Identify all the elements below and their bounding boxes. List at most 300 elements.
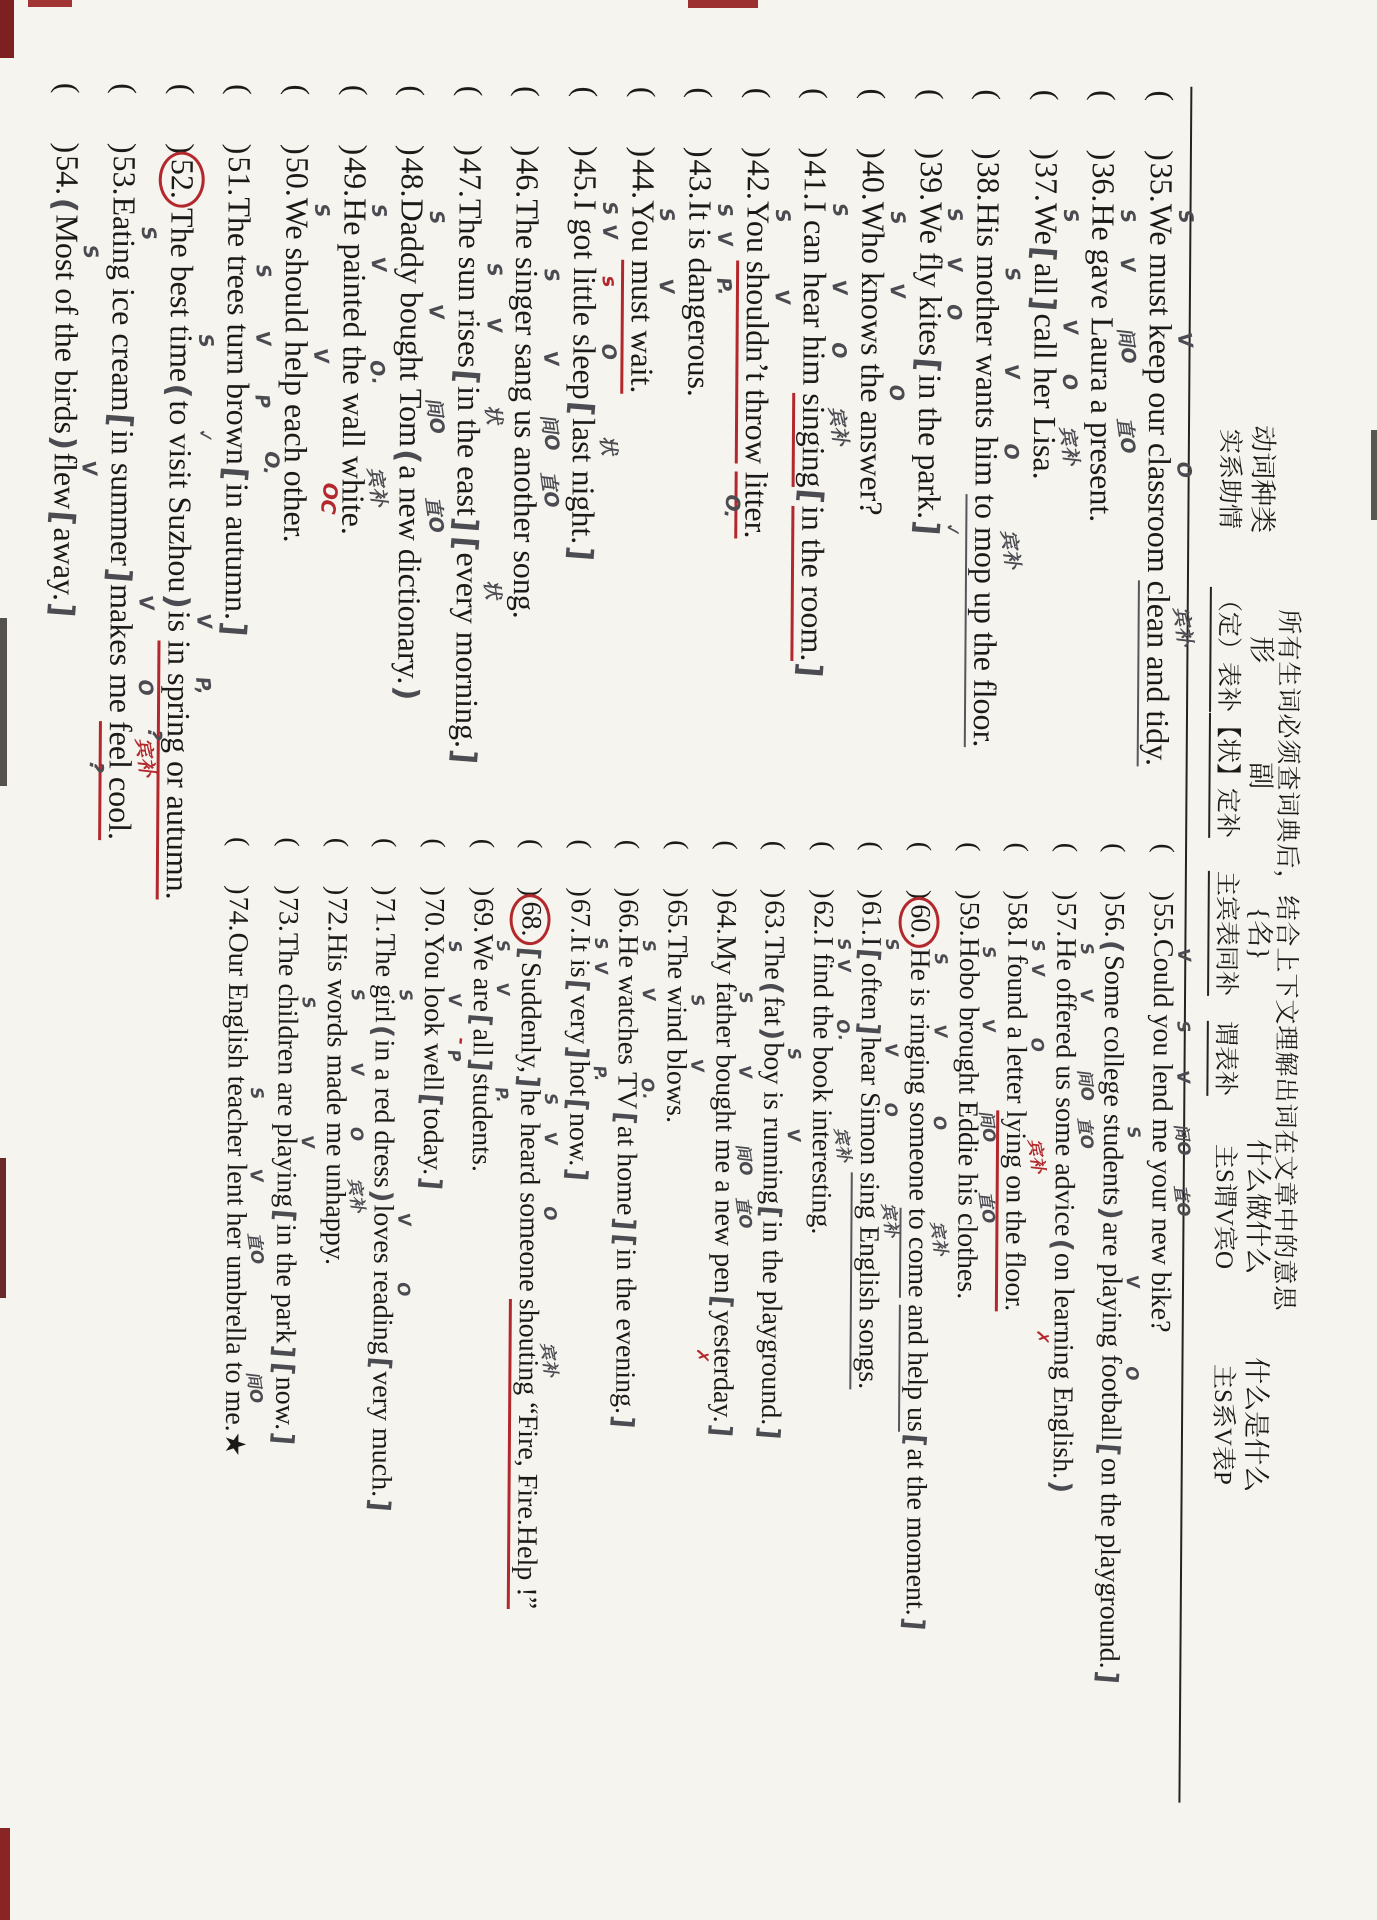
word: must wait. V xyxy=(620,260,661,394)
word: keep V xyxy=(1142,323,1198,385)
answer-parentheses: () xyxy=(1028,89,1066,162)
grammar-mark: V xyxy=(191,612,217,632)
sentence-row xyxy=(299,837,369,1680)
grammar-submark: ✗ xyxy=(1031,1328,1053,1346)
pencil-bracket: ) xyxy=(365,1188,398,1204)
word: him O xyxy=(968,436,1024,487)
header-group-bottom-label: 谓表补 xyxy=(1206,1021,1240,1096)
word: hear V xyxy=(854,1036,903,1086)
pencil-bracket: ] xyxy=(608,1216,641,1231)
word: in the park xyxy=(269,1223,302,1344)
word: in the east 状 xyxy=(450,386,506,517)
word: reading O xyxy=(367,1270,416,1355)
sentence-number: 63. xyxy=(758,900,790,936)
word: father S xyxy=(709,981,758,1048)
word: away. xyxy=(46,527,84,602)
word: Some college xyxy=(1097,955,1130,1114)
word: loves V xyxy=(367,1204,416,1264)
pencil-bracket: ] xyxy=(1091,1669,1124,1685)
grammar-mark: S xyxy=(827,201,853,220)
grammar-mark: S xyxy=(942,206,968,225)
header-group-bottom-label: （定）表补 xyxy=(1209,587,1243,712)
sentence-number: 56. xyxy=(1098,902,1131,938)
word: us 间O xyxy=(508,409,565,453)
word: someone O xyxy=(513,1192,562,1292)
grammar-mark: S xyxy=(597,199,623,218)
pencil-bracket: [ xyxy=(705,1294,737,1310)
sentence-row xyxy=(687,840,758,1682)
word: I S xyxy=(797,201,853,220)
grammar-mark: ✓ xyxy=(940,520,966,541)
grammar-mark: S xyxy=(783,1047,806,1063)
word: is V xyxy=(682,228,738,250)
word: gave V xyxy=(1085,248,1141,310)
sentence-number: 65. xyxy=(661,899,693,935)
word: call V xyxy=(1027,313,1083,360)
word xyxy=(160,632,197,640)
grammar-mark: O xyxy=(539,1205,562,1223)
pencil-bracket: ( xyxy=(159,382,197,400)
word: on the playground. xyxy=(1093,1457,1127,1669)
grammar-mark: V xyxy=(1027,962,1050,979)
grammar-mark: S xyxy=(247,1085,269,1102)
word: It S xyxy=(682,200,738,221)
word: me 间O xyxy=(708,1138,758,1179)
pencil-bracket: ) xyxy=(44,434,82,452)
answer-parentheses: () xyxy=(467,838,499,898)
grammar-mark: O xyxy=(942,302,968,323)
word: words S xyxy=(320,979,369,1048)
word: you S xyxy=(1146,1014,1195,1057)
answer-parentheses: () xyxy=(337,84,375,157)
word xyxy=(508,335,545,343)
header-group xyxy=(1213,425,1278,533)
grammar-mark: S xyxy=(735,989,758,1006)
pencil-bracket: ) xyxy=(158,592,196,611)
word: ringing V xyxy=(903,1013,952,1095)
answer-parentheses: () xyxy=(370,837,402,897)
word: teacher S xyxy=(220,1075,269,1157)
header-group-top-label: 动词种类 xyxy=(1247,425,1279,534)
grammar-mark: V xyxy=(366,255,392,275)
word xyxy=(681,249,718,257)
word xyxy=(103,666,140,674)
word: the book O. xyxy=(806,1004,855,1103)
grammar-mark: S xyxy=(540,1092,563,1108)
answer-parentheses: () xyxy=(798,87,835,160)
word: and help us xyxy=(898,1304,933,1432)
pencil-bracket: ] xyxy=(704,1423,737,1439)
answer-parentheses: () xyxy=(710,840,742,900)
answer-parentheses: () xyxy=(856,841,888,901)
word: Simon O xyxy=(854,1091,903,1166)
pencil-bracket: ] xyxy=(560,1166,593,1182)
grammar-mark: V xyxy=(978,1017,1001,1035)
word: offered V xyxy=(1049,977,1098,1059)
word: lend V xyxy=(1146,1063,1195,1112)
word: in the evening. xyxy=(609,1248,642,1415)
word: is V xyxy=(564,958,612,978)
grammar-mark: 直O xyxy=(1073,1115,1098,1151)
word: me O xyxy=(103,673,159,714)
word xyxy=(567,210,604,218)
grammar-mark: V xyxy=(884,282,910,302)
grammar-mark: 宾补 xyxy=(824,405,853,449)
sentence-number: 55. xyxy=(1147,902,1179,939)
grammar-mark: O xyxy=(596,341,622,363)
word xyxy=(566,259,603,267)
word: trees S xyxy=(221,255,277,316)
word: hear V xyxy=(797,272,853,328)
grammar-mark: S xyxy=(193,331,219,350)
grammar-mark: O. xyxy=(365,358,392,387)
grammar-mark: 间O xyxy=(536,412,565,453)
grammar-mark: 宾补 xyxy=(363,465,392,509)
answer-parentheses: () xyxy=(452,85,490,158)
grammar-mark: S xyxy=(1076,941,1098,958)
sentence-number: 47. xyxy=(452,157,489,199)
sentence-row xyxy=(998,89,1083,905)
grammar-mark: V xyxy=(133,594,159,614)
grammar-mark: S xyxy=(309,202,335,221)
grammar-mark: O xyxy=(1171,459,1197,481)
grammar-mark: V xyxy=(783,1128,805,1145)
word: to me. 间O xyxy=(218,1361,268,1432)
word: playing V xyxy=(270,1123,319,1208)
grammar-mark: V xyxy=(638,986,661,1003)
grammar-mark: s xyxy=(597,274,622,290)
word: some advice 直O xyxy=(1048,1097,1098,1237)
sentence-number: 71. xyxy=(369,897,402,933)
word: lent V xyxy=(220,1163,269,1206)
grammar-mark: V xyxy=(346,1061,369,1079)
grammar-mark: V xyxy=(1057,318,1083,338)
pencil-bracket: ( xyxy=(366,1023,399,1039)
grammar-submark: ? xyxy=(84,760,109,775)
word: knows V xyxy=(854,271,910,356)
sentence-number: 38. xyxy=(970,161,1008,202)
grammar-mark: V xyxy=(769,288,795,307)
sentence-row xyxy=(192,83,277,900)
pencil-bracket: ] xyxy=(445,748,483,766)
word: children S xyxy=(271,983,320,1076)
word xyxy=(624,252,661,260)
word: students S xyxy=(1096,1113,1146,1206)
word: We S xyxy=(1143,203,1199,246)
word: him O xyxy=(796,335,852,386)
grammar-mark: O xyxy=(880,1101,903,1119)
pencil-bracket: ( xyxy=(755,980,788,996)
word: bought V xyxy=(393,291,449,381)
answer-parentheses: () xyxy=(913,88,950,161)
grammar-mark: S xyxy=(712,202,738,220)
grammar-mark: 状 xyxy=(595,434,621,458)
header-group xyxy=(1207,1357,1272,1492)
sentence-number: 70. xyxy=(418,897,450,934)
word: very xyxy=(563,994,595,1045)
word: football O xyxy=(1095,1354,1144,1442)
header-group xyxy=(1207,871,1275,996)
word: should xyxy=(278,239,316,342)
word: students. P. xyxy=(465,1073,514,1173)
answer-parentheses: () xyxy=(613,839,645,899)
grammar-mark: 直O xyxy=(536,469,565,510)
pencil-bracket: ) xyxy=(387,684,425,703)
word: His xyxy=(970,202,1007,256)
word: very much. xyxy=(366,1371,398,1498)
grammar-mark: S xyxy=(1115,207,1141,226)
grammar-mark: S xyxy=(424,209,450,227)
word: her umbrella 直O xyxy=(219,1212,269,1355)
word: now. xyxy=(562,1112,595,1167)
word: brown P xyxy=(220,382,276,465)
word xyxy=(854,264,891,272)
grammar-mark: V xyxy=(999,362,1025,382)
grammar-mark: 宾补 xyxy=(1168,605,1197,649)
pencil-bracket: [ xyxy=(364,1355,397,1371)
answer-parentheses: () xyxy=(510,85,547,158)
pencil-bracket: [ xyxy=(513,946,546,962)
pencil-bracket: ] xyxy=(897,1616,930,1632)
pencil-bracket: ] xyxy=(463,1057,496,1073)
word: boy S xyxy=(757,1042,806,1085)
sentence-row xyxy=(784,841,855,1683)
word: We S xyxy=(466,934,515,971)
grammar-mark: V xyxy=(929,1023,952,1041)
word: someone O xyxy=(902,1101,951,1202)
word: got V xyxy=(567,218,623,260)
grammar-mark: V xyxy=(590,960,612,977)
pencil-bracket: ] xyxy=(607,1414,639,1430)
answer-parentheses: () xyxy=(661,840,694,899)
circled-sentence-number: 60. xyxy=(898,897,939,948)
grammar-mark: S xyxy=(1123,1125,1146,1142)
sentence-row xyxy=(201,836,269,1679)
word: white. 宾补 OC xyxy=(315,455,392,536)
grammar-mark: 直O xyxy=(1112,415,1141,456)
sentence-row xyxy=(77,83,162,899)
grammar-mark: 宾补 xyxy=(926,1219,952,1258)
word: a present. 直O xyxy=(1083,399,1141,523)
word: We S xyxy=(912,202,968,245)
word: painted V xyxy=(336,243,392,338)
header-group-top-label: {名} xyxy=(1244,907,1275,961)
answer-parentheses: () xyxy=(1086,89,1123,162)
word: The xyxy=(758,936,790,980)
sentence-row xyxy=(480,85,565,902)
word: help V xyxy=(278,340,334,397)
grammar-mark: S xyxy=(1172,1019,1195,1035)
circled-sentence-number: 68. xyxy=(510,894,551,945)
grammar-mark: 宾补 xyxy=(996,528,1025,572)
grammar-mark: S xyxy=(493,938,515,954)
grammar-mark: 直O xyxy=(421,494,449,536)
word: rises V xyxy=(451,309,507,368)
word: lying on the floor. 宾补 xyxy=(995,1110,1031,1311)
sentence-number: 69. xyxy=(467,898,499,934)
word: to come 宾补 xyxy=(899,1208,934,1298)
word: It S xyxy=(564,934,612,953)
grammar-mark: O xyxy=(393,1281,416,1300)
word xyxy=(277,396,314,404)
grammar-mark: V xyxy=(246,1168,269,1185)
answer-parentheses: () xyxy=(1099,843,1131,902)
word: heard V xyxy=(513,1122,562,1186)
word: me O xyxy=(319,1122,368,1157)
pencil-bracket: ] ✓ xyxy=(907,519,966,541)
grammar-mark: 间O xyxy=(243,1370,268,1406)
word: hot P. xyxy=(563,1060,612,1097)
header-group-top-label: 什么是什么 xyxy=(1240,1357,1272,1493)
word: is xyxy=(757,1084,789,1118)
answer-parentheses: () xyxy=(49,82,87,155)
pencil-bracket: [ xyxy=(561,978,594,994)
pencil-bracket: [ xyxy=(1092,1442,1125,1457)
grammar-mark: V xyxy=(1172,1069,1195,1086)
grammar-mark: O xyxy=(826,341,852,362)
pencil-bracket: [ xyxy=(216,465,254,483)
grammar-mark: O xyxy=(1026,1036,1049,1055)
pencil-bracket: ] xyxy=(446,516,484,534)
word xyxy=(796,327,833,335)
word: He S xyxy=(612,935,661,969)
grammar-mark: V xyxy=(1075,988,1098,1005)
grammar-mark: S xyxy=(590,936,612,952)
word: My xyxy=(709,935,742,982)
scan-artifact xyxy=(28,0,72,7)
header-group-bottom-label: 主S谓V宾O xyxy=(1210,1143,1239,1270)
pencil-bracket: ] xyxy=(363,1497,396,1513)
word: The xyxy=(272,932,304,984)
pencil-bracket: ] xyxy=(100,566,138,584)
word: dangerous. P. xyxy=(681,257,738,398)
word: ★ xyxy=(218,1431,250,1457)
grammar-mark: V xyxy=(77,459,103,478)
grammar-mark: V xyxy=(735,1063,757,1081)
answer-parentheses: () xyxy=(321,837,354,897)
grammar-mark: O xyxy=(998,442,1024,463)
word: girl S xyxy=(369,983,418,1024)
word xyxy=(1084,392,1121,400)
grammar-mark: S xyxy=(78,243,104,262)
grammar-mark: S xyxy=(367,202,392,220)
pencil-bracket: [ xyxy=(608,1232,641,1248)
header-group xyxy=(1208,713,1276,838)
word: are V xyxy=(466,977,515,1013)
grammar-mark: V xyxy=(654,277,680,297)
sentence-row xyxy=(539,839,612,1681)
answer-parentheses: () xyxy=(953,842,985,901)
pencil-bracket: ] xyxy=(42,601,80,619)
word: I S xyxy=(807,936,855,953)
pencil-bracket: ] xyxy=(267,1344,300,1360)
sentence-row xyxy=(444,838,515,1681)
word: can xyxy=(797,211,834,273)
word: mother S xyxy=(969,254,1025,346)
pencil-bracket: ) xyxy=(1094,1206,1127,1222)
scan-artifact xyxy=(1371,430,1377,520)
grammar-mark: V xyxy=(942,255,968,275)
answer-parentheses: () xyxy=(683,87,720,159)
word xyxy=(682,220,719,228)
word: time S xyxy=(163,325,219,383)
answer-parentheses: () xyxy=(1050,842,1082,902)
word: We S xyxy=(1028,202,1083,245)
sentence-number: 49. xyxy=(337,157,374,198)
word xyxy=(451,301,488,309)
word: Our English xyxy=(221,932,254,1076)
word: makes V xyxy=(103,584,159,667)
grammar-mark: V xyxy=(1115,255,1141,275)
grammar-mark: S xyxy=(251,262,277,281)
sentence-row xyxy=(423,85,507,901)
pencil-bracket: ] xyxy=(512,1073,545,1089)
grammar-mark: P xyxy=(443,1048,466,1065)
pencil-bracket: ] xyxy=(1024,295,1062,313)
grammar-mark: V xyxy=(827,278,853,298)
sentence-number: 37. xyxy=(1028,161,1065,203)
word: turn V xyxy=(220,323,276,376)
grammar-mark: 宾补 xyxy=(878,1201,903,1240)
header-group xyxy=(1206,1021,1274,1096)
word: a letter O xyxy=(1000,1026,1049,1104)
pencil-bracket: ] xyxy=(266,1430,299,1446)
word xyxy=(220,375,257,383)
word: Hobo S xyxy=(952,937,1001,1000)
grammar-mark: P, xyxy=(190,675,216,697)
grammar-mark: O xyxy=(929,1114,951,1133)
pencil-bracket: ( xyxy=(389,447,427,465)
word: He S xyxy=(1050,938,1098,972)
answer-parentheses: () xyxy=(567,86,605,158)
grammar-mark: S xyxy=(881,937,904,953)
word: feel cool. 宾补 ? xyxy=(84,720,160,841)
word xyxy=(853,355,890,363)
word: your new bike? 直O xyxy=(1144,1159,1195,1333)
header-note: 所有生词必须查词典后，结合上下文理解出词在文章中的意思 xyxy=(1269,609,1302,1312)
grammar-mark: V xyxy=(1173,947,1195,964)
pencil-bracket: ( xyxy=(1045,1237,1078,1252)
word xyxy=(334,448,371,456)
header-group xyxy=(1208,1139,1273,1274)
pencil-bracket: [ xyxy=(101,412,139,430)
word: sing English songs. 宾补 xyxy=(850,1172,886,1389)
word: unhappy. 宾补 xyxy=(319,1163,369,1266)
grammar-mark: 间O xyxy=(421,395,450,436)
word: each other. O. xyxy=(258,403,315,543)
grammar-mark: S xyxy=(930,951,952,968)
answer-parentheses: () xyxy=(273,837,305,896)
sentence-number: 36. xyxy=(1085,162,1123,203)
word: in summer xyxy=(104,429,142,567)
pencil-bracket: [ xyxy=(268,1208,301,1223)
word: sang V xyxy=(508,343,564,403)
word: in the playground. xyxy=(755,1220,788,1426)
sentence-number: 62. xyxy=(807,900,839,936)
grammar-mark: S xyxy=(298,995,320,1011)
word: running V xyxy=(756,1116,805,1205)
sentence-number: 39. xyxy=(913,161,950,202)
grammar-mark: V xyxy=(1122,1273,1145,1291)
word: find V xyxy=(806,952,855,999)
sentence-number: 72. xyxy=(321,897,353,933)
header-group-bottom-label: 【状】定补 xyxy=(1208,713,1242,838)
word xyxy=(393,381,430,389)
word: shouldn’t throw V xyxy=(735,261,776,464)
word xyxy=(968,428,1005,436)
sentence-number: 40. xyxy=(855,160,892,201)
word: Tom 间O xyxy=(393,388,450,448)
